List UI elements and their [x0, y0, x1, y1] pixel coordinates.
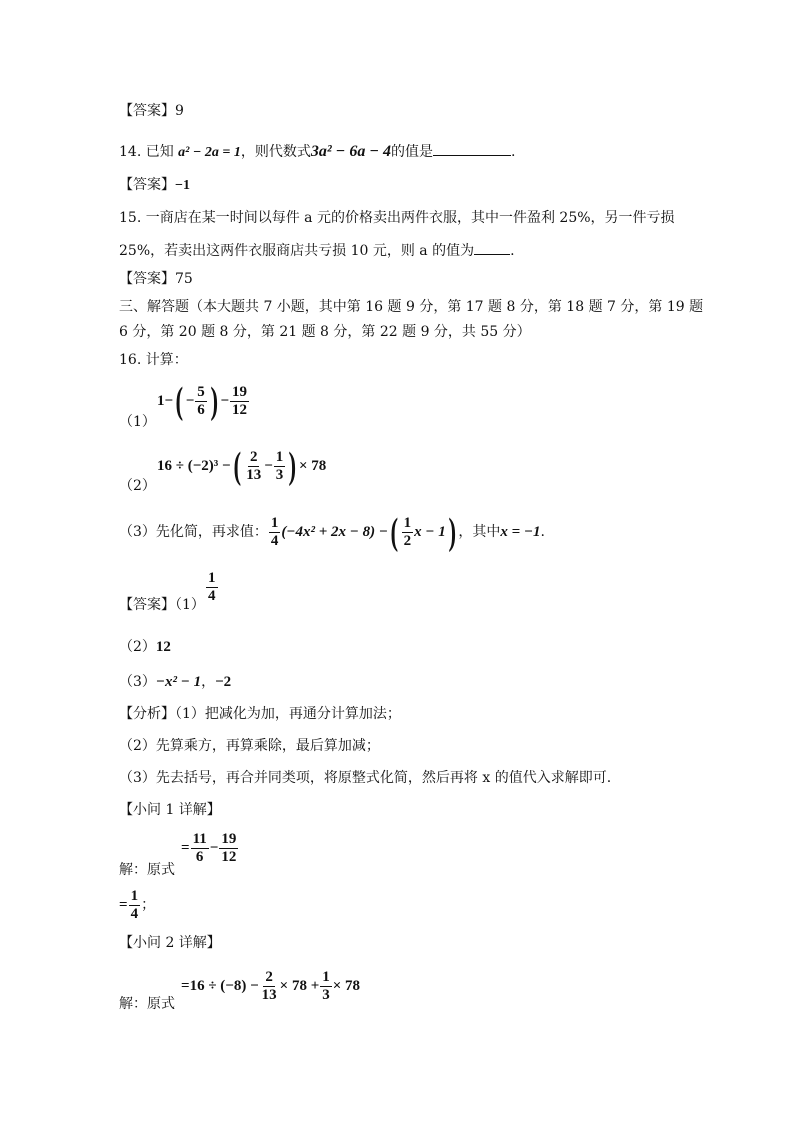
q14-post: 的值是 [391, 144, 434, 160]
op: − [209, 840, 219, 856]
question-15-line2 [119, 240, 515, 261]
analysis-line2: （2）先算乘方，再算乘除，最后算加减； [119, 738, 380, 754]
q16-part1-expr [157, 381, 250, 421]
question-14 [119, 141, 515, 163]
q15-end: . [510, 243, 515, 259]
q14-pre: 14. 已知 [119, 144, 174, 160]
paren-right: ) [210, 380, 218, 422]
op: = [119, 897, 128, 913]
label: （2） [119, 639, 156, 655]
answer-value: 75 [175, 271, 193, 287]
end-dot: . [540, 524, 545, 540]
expr-part: × 78 + [279, 978, 320, 994]
paren-left: ( [390, 511, 399, 553]
fraction: $\frac{2}{13}$ [246, 448, 262, 483]
q16-part1-label: （1） [119, 414, 156, 430]
subq1-jie: 解：原式 [119, 862, 175, 878]
answer-14 [119, 175, 190, 196]
value-b: −2 [215, 674, 232, 690]
separator: ， [201, 674, 216, 690]
answer-16-3 [119, 672, 231, 692]
question-15-line1: 15. 一商店在某一时间以每件 a 元的价格卖出两件衣服，其中一件盈利 25%，另一件亏损 [119, 210, 675, 226]
answer-blank[interactable] [433, 141, 511, 156]
fraction: $\frac{1}{3}$ [275, 448, 284, 483]
op: − [220, 393, 229, 409]
num: 1 [157, 393, 165, 409]
q14-mid: ，则代数式 [240, 144, 311, 160]
op: = [181, 840, 190, 856]
subq2-step1 [181, 966, 360, 1006]
expr-part: x − 1 [414, 524, 446, 540]
semicolon: ； [141, 897, 156, 913]
subq1-step1 [181, 828, 239, 868]
fraction: $\frac{1}{4}$ [270, 514, 279, 549]
fraction: $\frac{19}{12}$ [221, 830, 237, 865]
answer-15 [119, 269, 193, 289]
q16-part3-label: （3）先化简，再求值： [119, 524, 268, 540]
answer-blank[interactable] [474, 240, 510, 255]
q15-text: 25%，若卖出这两件衣服商店共亏损 10 元，则 a 的值为 [119, 243, 475, 259]
q16-part3 [119, 512, 545, 552]
op: − [264, 458, 273, 474]
q14-condition: a² − 2a = 1 [178, 145, 241, 160]
value-a: −x² − 1 [155, 674, 202, 690]
subq2-jie: 解：原式 [119, 996, 175, 1012]
fraction: $\frac{11}{6}$ [192, 830, 207, 865]
section-3-line2: 6 分，第 20 题 8 分，第 21 题 8 分，第 22 题 9 分，共 55 分） [119, 324, 531, 340]
analysis-line3: （3）先去括号，再合并同类项，将原整式化简，然后再将 x 的值代入求解即可. [119, 770, 612, 786]
expr-part: 16 ÷ (−8) − [189, 978, 259, 994]
answer-value: 9 [175, 103, 184, 119]
fraction: $\frac{2}{13}$ [261, 968, 277, 1003]
x-value: x = −1 [500, 524, 541, 540]
q14-end: . [511, 144, 516, 160]
section-3-line1: 三、解答题（本大题共 7 小题，其中第 16 题 9 分，第 17 题 8 分，第 18 题 7 分，第 19 题 [119, 299, 704, 315]
fraction: $\frac{19}{12}$ [232, 383, 247, 418]
paren-right: ) [288, 445, 297, 487]
op: − [185, 393, 195, 409]
expr-part: × 78 [332, 978, 361, 994]
question-16-title: 16. 计算： [119, 352, 188, 368]
expr-tail: × 78 [298, 458, 327, 474]
fraction: $\frac{1}{3}$ [322, 968, 330, 1003]
q14-expression: 3a² − 6a − 4 [310, 143, 392, 160]
fraction: $\frac{1}{4}$ [130, 887, 139, 922]
answer-tag: 【答案】 [119, 271, 175, 287]
op: − [164, 393, 174, 409]
subq1-step2 [119, 885, 155, 925]
fraction: $\frac{1}{2}$ [403, 514, 412, 549]
paren-left: ( [175, 380, 184, 422]
subq1-title: 【小问 1 详解】 [119, 802, 221, 818]
q16-part2-label: （2） [119, 478, 156, 494]
answer-16-1 [205, 570, 219, 605]
expr-head: 16 ÷ (−2)³ − [157, 458, 231, 474]
paren-right: ) [448, 511, 456, 553]
value: 12 [155, 639, 171, 655]
label: （3） [119, 674, 156, 690]
subq2-title: 【小问 2 详解】 [119, 935, 221, 951]
answer-value: −1 [175, 178, 190, 193]
where-text: ，其中 [458, 524, 501, 540]
answer-16-2 [119, 637, 171, 657]
fraction: $\frac{1}{4}$ [208, 570, 216, 604]
answer-tag: 【答案】 [119, 177, 175, 193]
paren-left: ( [233, 445, 241, 487]
expr-part: (−4x² + 2x − 8) − [281, 524, 388, 540]
analysis-line1: 【分析】（1）把减化为加，再通分计算加法； [119, 706, 401, 722]
q16-part2-expr [157, 446, 326, 486]
answer-13 [119, 101, 184, 121]
op: = [181, 978, 190, 994]
answer-tag: 【答案】 [119, 103, 175, 119]
answer-16-tag: 【答案】（1） [119, 597, 205, 613]
fraction: $\frac{5}{6}$ [197, 383, 205, 418]
